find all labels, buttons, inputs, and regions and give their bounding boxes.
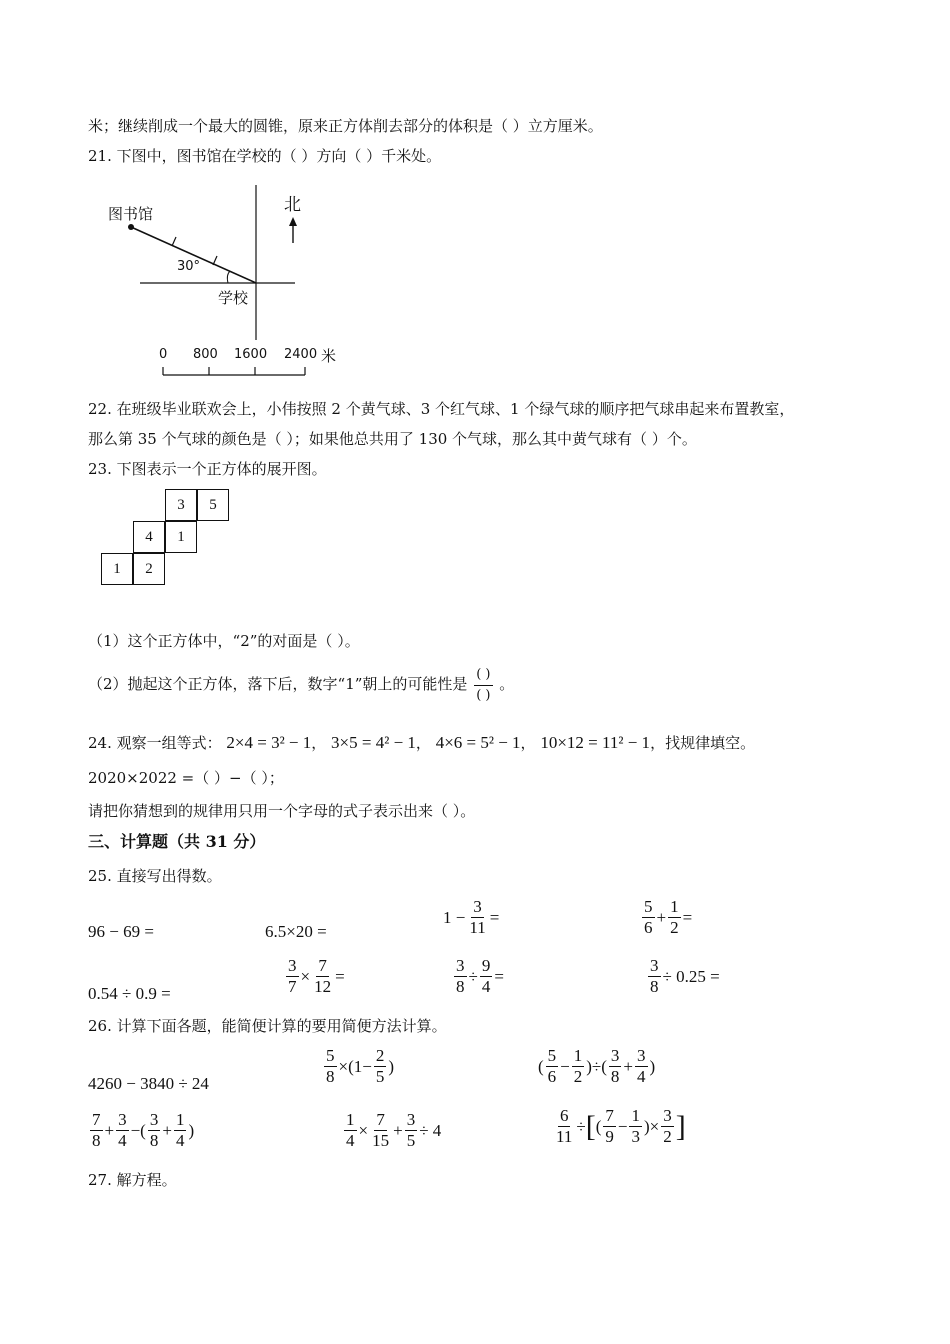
q25-item: 6.5×20 =: [265, 922, 327, 941]
numerator: 3: [663, 1106, 672, 1125]
expr-part: −: [560, 1056, 570, 1076]
expr-part: ×(1−: [338, 1056, 372, 1076]
q24-eq: 10×12 = 11² − 1: [540, 733, 651, 752]
fraction: [603, 1106, 616, 1147]
fraction: [480, 956, 493, 997]
denominator: 4: [637, 1067, 646, 1086]
denominator: 12: [314, 977, 332, 996]
denominator: 2: [670, 918, 679, 937]
scale-label-2400: 2400: [284, 347, 318, 362]
q23-sub1: （1）这个正方体中，“2”的对面是（ ）。: [88, 632, 360, 650]
numerator: 1: [631, 1106, 640, 1125]
fraction: [312, 956, 333, 997]
denominator: 2: [573, 1067, 583, 1086]
denominator: 2: [663, 1127, 672, 1146]
bracket-open: [: [585, 1109, 596, 1143]
q25-item: [284, 956, 345, 997]
numerator: 1: [573, 1046, 583, 1065]
denominator: 8: [326, 1067, 335, 1086]
numerator: 2: [375, 1046, 385, 1065]
net-cell: 3: [165, 489, 197, 521]
numerator: 7: [376, 1110, 385, 1129]
q26-text: 26. 计算下面各题，能简便计算的要用简便方法计算。: [88, 1017, 447, 1035]
fraction: [370, 1110, 391, 1151]
q24-line3: 请把你猜想到的规律用只用一个字母的式子表示出来（ ）。: [88, 802, 476, 820]
north-label: 北: [284, 195, 301, 215]
denominator: 3: [631, 1127, 640, 1146]
denominator: 15: [372, 1131, 390, 1150]
q25-item: [646, 956, 720, 997]
denominator: 8: [456, 977, 465, 996]
equals: =: [489, 907, 500, 927]
equals: =: [682, 907, 693, 927]
bracket-close: ]: [675, 1109, 686, 1143]
cube-net: [100, 489, 240, 589]
denominator: 4: [118, 1131, 127, 1150]
denominator: 11: [469, 918, 486, 937]
equals: =: [494, 966, 504, 986]
denominator: 7: [288, 977, 297, 996]
q24-eq: 3×5 = 4² − 1: [331, 733, 416, 752]
q23-sub2-end: 。: [499, 675, 515, 693]
denominator: 6: [547, 1067, 557, 1086]
expr-part: ): [388, 1056, 395, 1076]
fraction: [148, 1110, 161, 1151]
expr-part: +: [104, 1120, 115, 1140]
scale-label-800: 800: [193, 347, 218, 362]
fraction: [629, 1106, 642, 1147]
expr-part: +: [623, 1056, 634, 1076]
fraction: [90, 1110, 103, 1151]
denominator: 4: [175, 1131, 185, 1150]
fraction: [324, 1046, 337, 1087]
expr-part: ÷ 0.25 =: [662, 966, 720, 986]
q24-label: 24. 观察一组等式：: [88, 734, 222, 752]
denominator: 5: [406, 1131, 416, 1150]
numerator: 7: [318, 956, 327, 975]
q25-item: [443, 897, 499, 938]
q26-expr: [88, 1110, 194, 1151]
fraction-denominator: ( ): [476, 687, 491, 703]
expr-part: )÷(: [586, 1056, 607, 1076]
q25-item: [452, 956, 504, 997]
expr-part: ): [649, 1056, 656, 1076]
expr-part: ÷: [576, 1116, 586, 1136]
q25-item: [640, 897, 692, 938]
q25-item: 96 − 69 =: [88, 922, 154, 941]
numerator: 5: [326, 1046, 335, 1065]
fraction: [554, 1106, 574, 1147]
denominator: 4: [346, 1131, 355, 1150]
numerator: 5: [644, 897, 653, 916]
operator: ÷: [468, 966, 478, 986]
q23-sub2: [88, 664, 514, 706]
denominator: 8: [92, 1131, 101, 1150]
expr-part: ÷ 4: [419, 1120, 442, 1140]
q25-item: 0.54 ÷ 0.9 =: [88, 984, 171, 1003]
q24-line1: 24. 观察一组等式： 2×4 = 3² − 1， 3×5 = 4² − 1， 4×6 = 5² − 1， 10×12 = 11² − 1，找规律填空。: [88, 733, 756, 752]
q26-expr: [322, 1046, 394, 1087]
fraction: [467, 897, 487, 938]
school-label: 学校: [218, 289, 249, 307]
expr-part: −: [617, 1116, 628, 1136]
expr-part: (: [538, 1056, 544, 1076]
denominator: 4: [481, 977, 491, 996]
q24-eq: 2×4 = 3² − 1: [226, 733, 312, 752]
q24-eq: 4×6 = 5² − 1: [435, 733, 521, 752]
fraction-numerator: ( ): [474, 665, 492, 686]
denominator: 8: [149, 1131, 159, 1150]
numerator: 6: [559, 1106, 569, 1125]
fraction: [635, 1046, 648, 1087]
fraction: [668, 897, 681, 938]
fraction: [572, 1046, 585, 1087]
fraction: [174, 1110, 187, 1151]
q24-tail: ，找规律填空。: [650, 734, 756, 752]
fraction: [116, 1110, 129, 1151]
q26-expr: 4260 − 3840 ÷ 24: [88, 1074, 209, 1093]
numerator: 9: [481, 956, 491, 975]
q22-line1: 22. 在班级毕业联欢会上，小伟按照 2 个黄气球、3 个红气球、1 个绿气球的顺序把气球串起来布置教室，: [88, 400, 795, 418]
denominator: 6: [644, 918, 653, 937]
numerator: 3: [650, 956, 659, 975]
library-label: 图书馆: [108, 205, 154, 223]
expr-part: +: [393, 1120, 403, 1140]
q21-text: 21. 下图中，图书馆在学校的（ ）方向（ ）千米处。: [88, 147, 442, 165]
fraction: [648, 956, 661, 997]
q26-expr: [538, 1046, 655, 1087]
angle-label: 30°: [177, 259, 201, 274]
fraction: [374, 1046, 387, 1087]
expr-part: )×: [643, 1116, 660, 1136]
q23-sub2-text: （2）抛起这个正方体，落下后，数字“1”朝上的可能性是: [88, 675, 468, 693]
numerator: 3: [637, 1046, 646, 1065]
numerator: 3: [406, 1110, 416, 1129]
denominator: 5: [375, 1067, 385, 1086]
net-cell: 4: [133, 521, 165, 553]
numerator: 3: [149, 1110, 159, 1129]
scale-label-1600: 1600: [234, 347, 268, 362]
net-cell: 1: [101, 553, 133, 585]
net-cell: 5: [197, 489, 229, 521]
expr-part: 1 −: [443, 907, 466, 927]
section-title: 三、计算题（共 31 分）: [88, 832, 266, 851]
denominator: 9: [605, 1127, 614, 1146]
q24-line2: 2020×2022 =（ ）−（ ）；: [88, 769, 284, 787]
expr-part: (: [595, 1116, 602, 1136]
denominator: 11: [556, 1127, 573, 1146]
expr-part: −(: [130, 1120, 146, 1140]
equals: =: [335, 966, 345, 986]
q26-expr: [552, 1106, 686, 1147]
q25-text: 25. 直接写出得数。: [88, 867, 222, 885]
fraction: [661, 1106, 674, 1147]
q27-text: 27. 解方程。: [88, 1171, 177, 1189]
numerator: 1: [346, 1110, 355, 1129]
operator: ×: [300, 966, 311, 986]
q26-expr: [342, 1110, 441, 1151]
probability-fraction: [474, 665, 492, 706]
numerator: 7: [92, 1110, 101, 1129]
fraction: [286, 956, 299, 997]
q21-diagram: [100, 185, 360, 385]
expr-part: ×: [358, 1120, 369, 1140]
numerator: 3: [456, 956, 465, 975]
numerator: 3: [473, 897, 482, 916]
numerator: 1: [670, 897, 679, 916]
numerator: 7: [605, 1106, 614, 1125]
numerator: 3: [118, 1110, 127, 1129]
fraction: [454, 956, 467, 997]
denominator: 8: [650, 977, 659, 996]
q23-text: 23. 下图表示一个正方体的展开图。: [88, 460, 327, 478]
fraction: [642, 897, 655, 938]
numerator: 1: [175, 1110, 185, 1129]
denominator: 8: [610, 1067, 620, 1086]
top-line: 米；继续削成一个最大的圆锥，原来正方体削去部分的体积是（ ）立方厘米。: [88, 117, 603, 135]
fraction: [344, 1110, 357, 1151]
operator: +: [656, 907, 667, 927]
fraction: [546, 1046, 559, 1087]
expr-part: +: [162, 1120, 172, 1140]
q22-line2: 那么第 35 个气球的颜色是（ ）；如果他总共用了 130 个气球，那么其中黄气球有（ ）个。: [88, 430, 697, 448]
numerator: 5: [547, 1046, 557, 1065]
numerator: 3: [610, 1046, 620, 1065]
net-cell: 2: [133, 553, 165, 585]
expr-part: ): [188, 1120, 195, 1140]
scale-unit: 米: [321, 347, 337, 365]
numerator: 3: [288, 956, 297, 975]
scale-label-0: 0: [159, 347, 168, 362]
net-cell: 1: [165, 521, 197, 553]
fraction: [609, 1046, 622, 1087]
fraction: [405, 1110, 418, 1151]
